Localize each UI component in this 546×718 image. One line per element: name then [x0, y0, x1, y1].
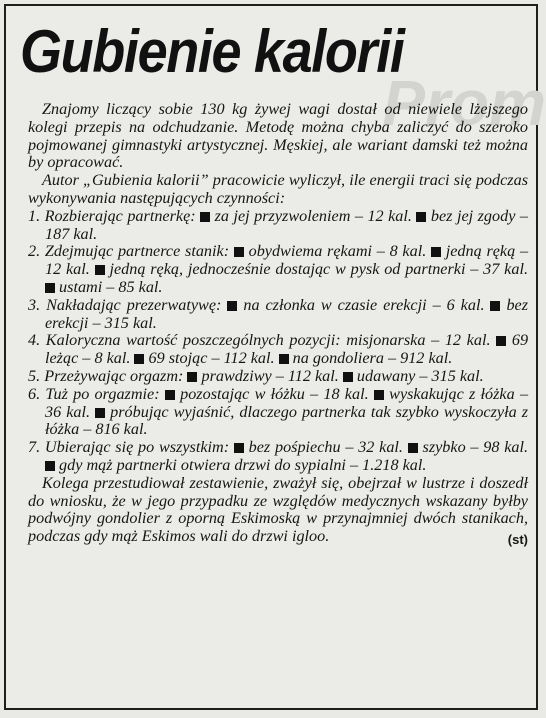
- item-option: na gondoliera – 912 kal.: [292, 349, 453, 368]
- item-option: 69 stojąc – 112 kal.: [148, 349, 275, 368]
- item-lead: 7. Ubierając się po wszystkim:: [28, 438, 230, 457]
- item-option: próbując wyjaśnić, dlaczego partnerka tak szybko wyskoczyła z łóżka – 816 kal.: [45, 402, 529, 439]
- bullet-square-icon: [279, 354, 289, 364]
- item-option: za jej przyzwoleniem – 12 kal.: [214, 206, 412, 225]
- bullet-square-icon: [408, 443, 418, 453]
- item-lead: 3. Nakładając prezerwatywę:: [28, 295, 222, 314]
- list-item: [28, 332, 528, 368]
- bullet-square-icon: [234, 247, 244, 257]
- item-option: jedną ręką – 12 kal.: [45, 242, 529, 279]
- article-title: Gubienie kalorii: [20, 18, 404, 85]
- bullet-square-icon: [45, 461, 55, 471]
- item-option: pozostając w łóżku – 18 kal.: [180, 384, 369, 403]
- item-option: udawany – 315 kal.: [356, 366, 484, 385]
- list-item: [28, 297, 528, 333]
- item-option: bez jej zgody – 187 kal.: [45, 206, 528, 243]
- item-option: prawdziwy – 112 kal.: [201, 366, 339, 385]
- item-option: jedną ręką, jednocześnie dostając w pysk od partnerki – 37 kal.: [109, 260, 528, 279]
- intro-paragraph-2: Autor „Gubienia kalorii” pracowicie wyliczył, ile energii traci się podczas wykonywania następujących czynności:: [28, 171, 528, 207]
- list-item: [28, 243, 528, 296]
- list-item: [28, 208, 528, 244]
- item-option: bez pośpiechu – 32 kal.: [248, 438, 403, 457]
- bullet-square-icon: [374, 390, 384, 400]
- bullet-square-icon: [431, 247, 441, 257]
- bullet-square-icon: [95, 265, 105, 275]
- article-body: [28, 101, 528, 549]
- bullet-square-icon: [134, 354, 144, 364]
- closing-paragraph: [28, 475, 528, 546]
- item-option: obydwiema rękami – 8 kal.: [248, 242, 427, 261]
- list-item: [28, 439, 528, 475]
- item-option: na członka w czasie erekcji – 6 kal.: [243, 295, 485, 314]
- item-option: 69 leżąc – 8 kal.: [45, 331, 529, 368]
- bullet-square-icon: [227, 301, 237, 311]
- article-frame: [4, 4, 546, 710]
- item-option: ustami – 85 kal.: [59, 277, 163, 296]
- author-signature: (st): [507, 532, 528, 548]
- item-option: bez erekcji – 315 kal.: [45, 295, 529, 332]
- bullet-square-icon: [234, 443, 244, 453]
- item-option: gdy mąż partnerki otwiera drzwi do sypialni – 1.218 kal.: [59, 455, 427, 474]
- calorie-list: [28, 208, 528, 475]
- list-item: [28, 368, 528, 386]
- item-lead: 6. Tuż po orgazmie:: [28, 384, 160, 403]
- item-lead: 1. Rozbierając partnerkę:: [28, 206, 196, 225]
- bullet-square-icon: [95, 408, 105, 418]
- bullet-square-icon: [165, 390, 175, 400]
- bullet-square-icon: [187, 372, 197, 382]
- bullet-square-icon: [416, 212, 426, 222]
- item-option: wyskakując z łóżka – 36 kal.: [45, 384, 529, 421]
- item-option: szybko – 98 kal.: [422, 438, 529, 457]
- bullet-square-icon: [490, 301, 500, 311]
- bullet-square-icon: [343, 372, 353, 382]
- item-lead: 5. Przeżywając orgazm:: [28, 366, 184, 385]
- bullet-square-icon: [496, 336, 506, 346]
- bullet-square-icon: [45, 283, 55, 293]
- intro-paragraph: Znajomy liczący sobie 130 kg żywej wagi dostał od niewiele lżejszego kolegi przepis na odchudzanie. Metodę można chyba zaliczyć do szeroko pojmowanej gimnastyki artystycznej. Męskiej, ale wariant damski też można by opracować.: [28, 100, 528, 172]
- item-lead: 2. Zdejmując partnerce stanik:: [28, 242, 230, 261]
- bleed-through-text: Prom: [382, 67, 546, 139]
- list-item: [28, 386, 528, 439]
- closing-text: Kolega przestudiował zestawienie, zważył się, obejrzał w lustrze i doszedł do wniosku, że w jego przypadku ze względów medycznych wskazany byłby podwójny gondolier z oporną Eskimoską w przynajmniej dwóch stanikach, podczas gdy mąż Eskimos wali do drzwi igloo.: [28, 473, 528, 546]
- bullet-square-icon: [200, 212, 210, 222]
- item-lead: 4. Kaloryczna wartość poszczególnych pozycji: misjonarska – 12 kal.: [28, 331, 491, 350]
